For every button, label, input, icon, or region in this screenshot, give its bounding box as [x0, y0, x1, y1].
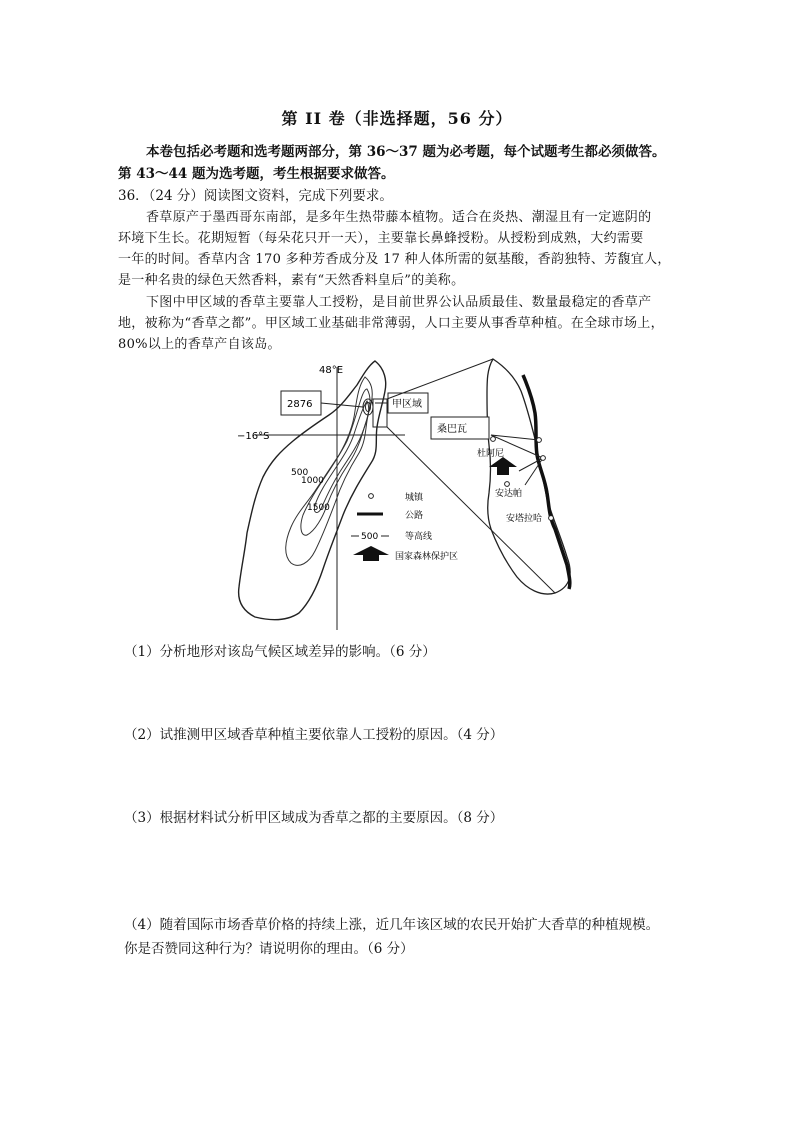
- para1-line-2: 环境下生长。花期短暂（每朵花只开一天），主要靠长鼻蜂授粉。从授粉到成熟，大约需要: [118, 231, 644, 246]
- town-label-duani: 杜阿尼: [477, 449, 505, 459]
- peak-label: 2876: [287, 399, 313, 410]
- subquestion-4-line-1: （4）随着国际市场香草价格的持续上涨，近几年该区域的农民开始扩大香草的种植规模。: [124, 917, 660, 933]
- legend-reserve-symbol: [353, 546, 389, 561]
- town-marker-sambava: [537, 438, 542, 443]
- town-marker-andapa: [505, 482, 510, 487]
- para1-line-3: 一年的时间。香草内含 170 多种芳香成分及 17 种人体所需的氨基酸，香韵独特、芳馥宜人，: [118, 252, 671, 267]
- town-label-antalaha: 安塔拉哈: [506, 514, 543, 524]
- town-marker-duani: [491, 437, 496, 442]
- contour-label-1000: 1000: [301, 476, 324, 486]
- link-sambava-a: [491, 435, 539, 440]
- reserve-arrow: [489, 457, 517, 475]
- intro-line-2: 第 43～44 题为选考题，考生根据要求做答。: [118, 166, 395, 182]
- para1-line-1: 香草原产于墨西哥东南部，是多年生热带藤本植物。适合在炎热、潮湿且有一定遮阴的: [146, 210, 652, 225]
- contour-label-500: 500: [291, 468, 309, 478]
- legend-contour-value: 500: [361, 532, 379, 542]
- subquestion-1: （1）分析地形对该岛气候区域差异的影响。（6 分）: [124, 644, 436, 660]
- contour-label-1500: 1500: [307, 503, 330, 513]
- region-label: 甲区域: [392, 399, 422, 410]
- para2-line-3: 80%以上的香草产自该岛。: [118, 337, 281, 352]
- intro-line-1: 本卷包括必考题和选考题两部分，第 36～37 题为必考题，每个试题考生都必须做答。: [146, 144, 666, 160]
- section-title: 第 II 卷（非选择题，56 分）: [281, 109, 513, 128]
- para2-line-1: 下图中甲区域的香草主要靠人工授粉，是目前世界公认品质最佳、数量最稳定的香草产: [146, 295, 652, 310]
- legend-contour: 等高线: [405, 532, 433, 542]
- town-marker-junction: [541, 456, 546, 461]
- town-label-andapa: 安达帕: [495, 489, 523, 499]
- legend-road: 公路: [405, 511, 424, 521]
- longitude-label: 48°E: [319, 365, 344, 376]
- para2-line-2: 地，被称为“香草之都”。甲区域工业基础非常薄弱，人口主要从事香草种植。在全球市场上，: [118, 316, 664, 331]
- para1-line-4: 是一种名贵的绿色天然香料，素有“天然香料皇后”的美称。: [118, 273, 465, 288]
- subquestion-4-line-2: 你是否赞同这种行为？请说明你的理由。（6 分）: [124, 941, 414, 957]
- legend-town: 城镇: [405, 493, 424, 503]
- question-header: 36．（24 分）阅读图文资料，完成下列要求。: [118, 188, 393, 204]
- zoom-line-top: [387, 359, 493, 399]
- contour-1500: [314, 401, 368, 512]
- road-line: [523, 375, 570, 589]
- latitude-label: −16°S: [237, 431, 270, 442]
- subquestion-2: （2）试推测甲区域香草种植主要依靠人工授粉的原因。（4 分）: [124, 727, 504, 743]
- legend-town-symbol: [369, 494, 374, 499]
- city-label: 桑巴瓦: [437, 424, 467, 435]
- town-marker-antalaha: [549, 516, 554, 521]
- island-map: [225, 355, 585, 630]
- subquestion-3: （3）根据材料试分析甲区域成为香草之都的主要原因。（8 分）: [124, 810, 504, 826]
- legend-reserve: 国家森林保护区: [395, 552, 459, 562]
